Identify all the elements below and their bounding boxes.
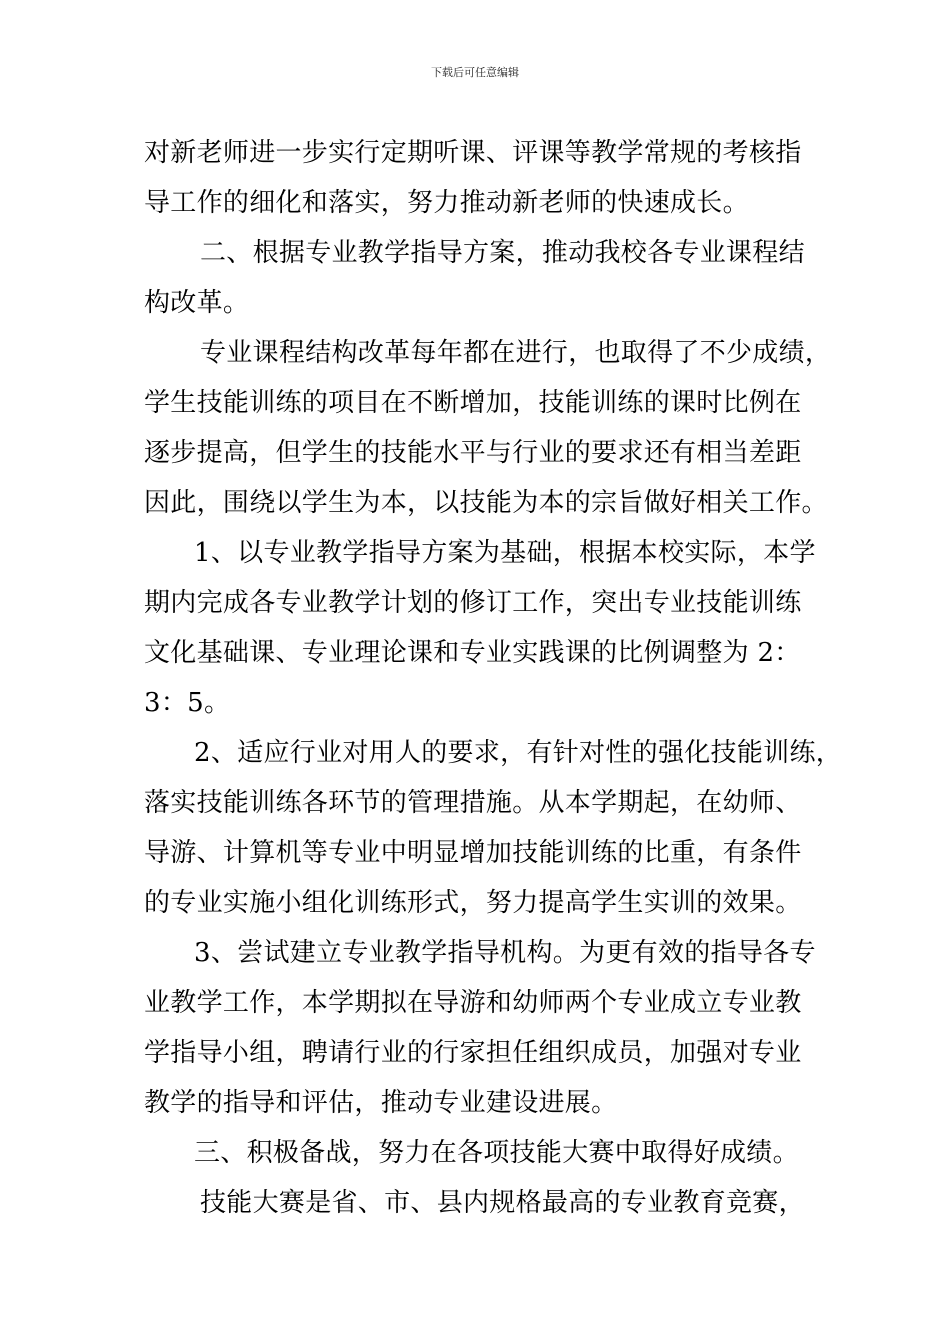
- text-line: 对新老师进一步实行定期听课、评课等教学常规的考核指: [144, 138, 802, 168]
- text-line: 期内完成各专业教学计划的修订工作，突出专业技能训练: [144, 588, 802, 618]
- text-line: 技能大赛是省、市、县内规格最高的专业教育竞赛，: [200, 1188, 805, 1218]
- list-item: 1、以专业教学指导方案为基础，根据本校实际，本学: [194, 538, 816, 568]
- document-body: [144, 128, 843, 1228]
- page-header: 下载后可任意编辑: [431, 66, 519, 79]
- text-line: 落实技能训练各环节的管理措施。从本学期起，在幼师、: [144, 788, 802, 818]
- list-item: 3、尝试建立专业教学指导机构。为更有效的指导各专: [194, 938, 816, 968]
- text-line: 业教学工作，本学期拟在导游和幼师两个专业成立专业教: [144, 988, 802, 1018]
- text-line: 学指导小组，聘请行业的行家担任组织成员，加强对专业: [144, 1038, 802, 1068]
- section-heading-cont: 构改革。: [144, 288, 250, 318]
- text-line: 的专业实施小组化训练形式，努力提高学生实训的效果。: [144, 888, 802, 918]
- text-line: 逐步提高，但学生的技能水平与行业的要求还有相当差距: [144, 438, 802, 468]
- section-heading: 二、根据专业教学指导方案，推动我校各专业课程结: [200, 238, 805, 268]
- section-heading: 三、积极备战，努力在各项技能大赛中取得好成绩。: [194, 1138, 799, 1168]
- text-line: 导工作的细化和落实，努力推动新老师的快速成长。: [144, 188, 749, 218]
- text-line: 文化基础课、专业理论课和专业实践课的比例调整为 2：: [144, 638, 801, 668]
- text-line: 导游、计算机等专业中明显增加技能训练的比重，有条件: [144, 838, 802, 868]
- text-line: 3：5。: [144, 688, 231, 718]
- text-line: 学生技能训练的项目在不断增加，技能训练的课时比例在: [144, 388, 802, 418]
- text-line: 教学的指导和评估，推动专业建设进展。: [144, 1088, 618, 1118]
- list-item: 2、适应行业对用人的要求，有针对性的强化技能训练，: [194, 738, 843, 768]
- text-line: 专业课程结构改革每年都在进行，也取得了不少成绩，: [200, 338, 832, 368]
- text-line: 因此，围绕以学生为本，以技能为本的宗旨做好相关工作。: [144, 488, 828, 518]
